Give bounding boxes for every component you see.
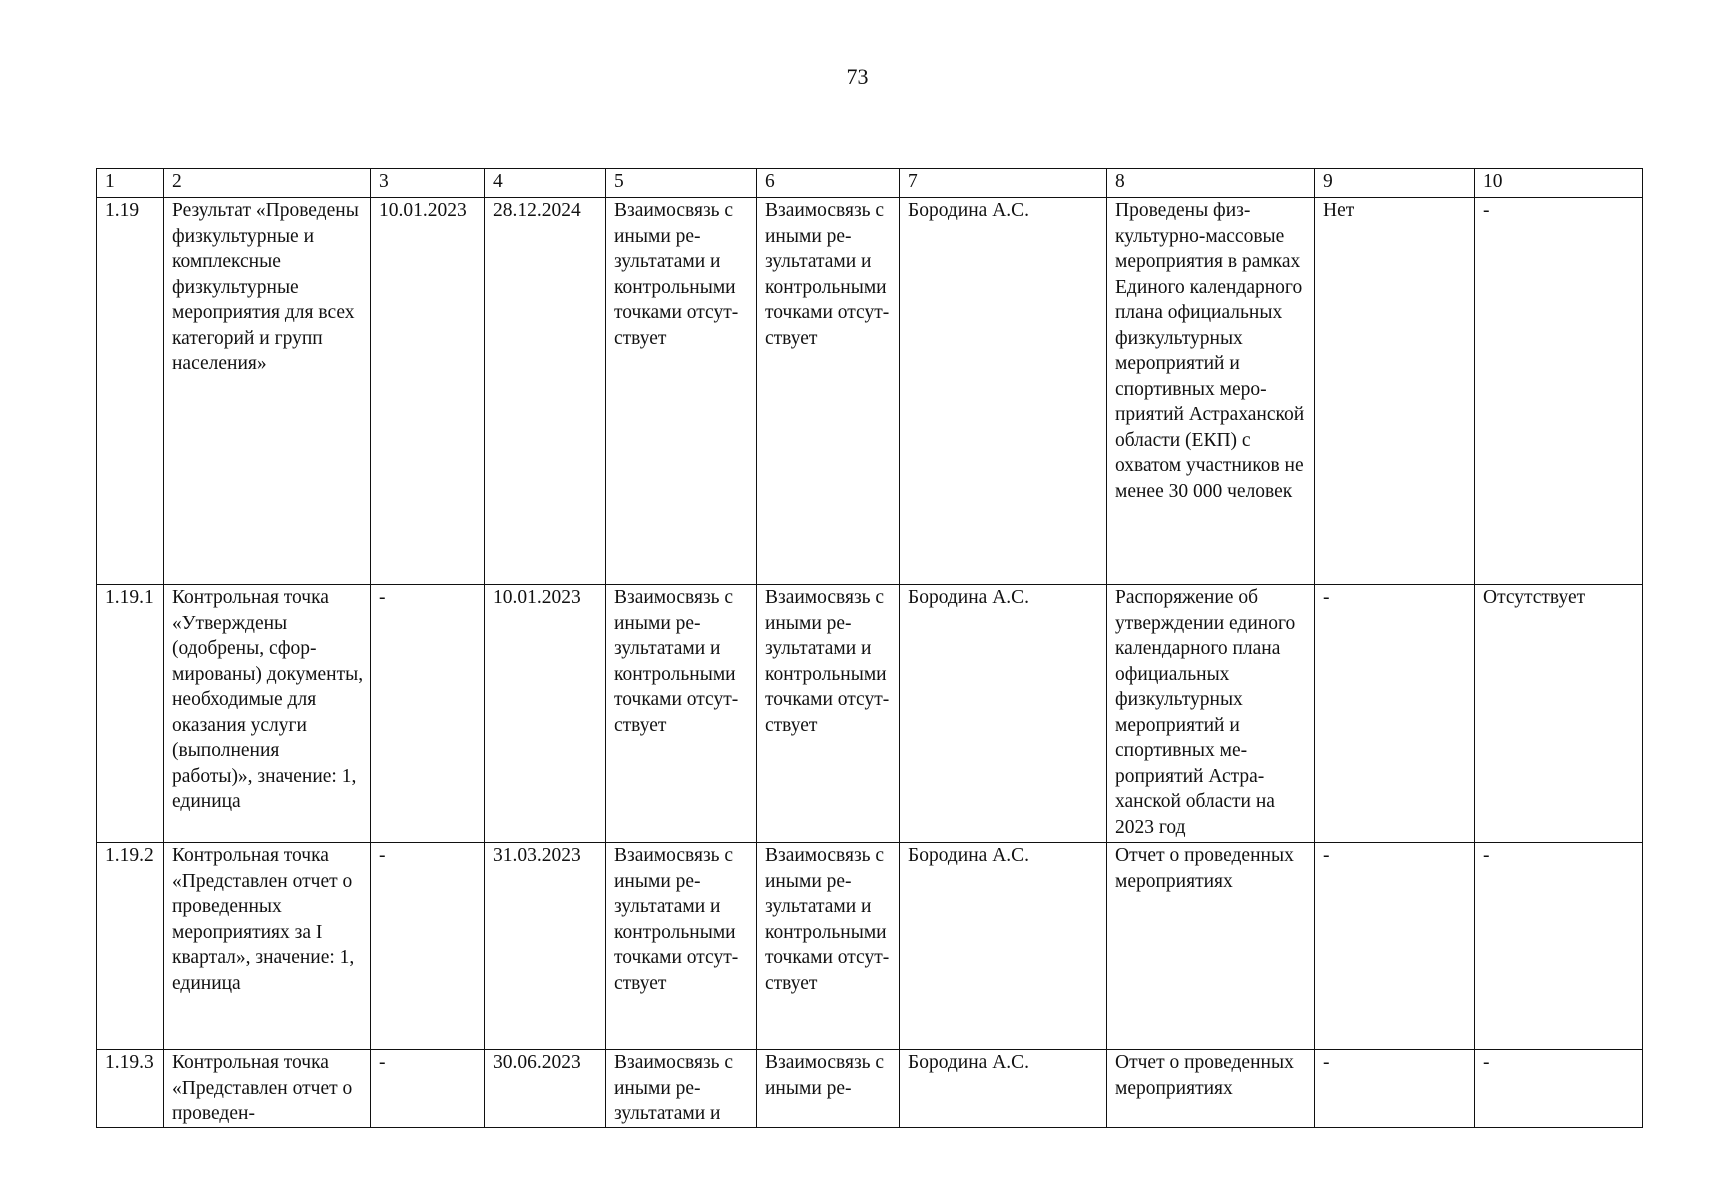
item-name: Контрольная точка «Представлен отчет о проведенных мероприятиях за I квартал», значение: 1, единица xyxy=(164,843,371,1050)
header-col-2: 2 xyxy=(164,169,371,198)
col-9-value: - xyxy=(1315,1050,1475,1128)
header-row xyxy=(97,169,1643,198)
end-date: 10.01.2023 xyxy=(485,585,606,843)
page-number: 73 xyxy=(846,64,869,89)
header-col-5: 5 xyxy=(606,169,757,198)
col-9-value: Нет xyxy=(1315,198,1475,585)
link-points: Взаимосвязь с иными ре- xyxy=(757,1050,900,1128)
header-col-9: 9 xyxy=(1315,169,1475,198)
header-col-7: 7 xyxy=(900,169,1107,198)
header-col-3: 3 xyxy=(371,169,485,198)
row-number: 1.19 xyxy=(97,198,164,585)
table-row xyxy=(97,198,1643,585)
responsible-person: Бородина А.С. xyxy=(900,585,1107,843)
header-col-6: 6 xyxy=(757,169,900,198)
table-body xyxy=(97,198,1643,1128)
end-date: 30.06.2023 xyxy=(485,1050,606,1128)
row-number: 1.19.3 xyxy=(97,1050,164,1128)
start-date: - xyxy=(371,843,485,1050)
responsible-person: Бородина А.С. xyxy=(900,1050,1107,1128)
header-col-4: 4 xyxy=(485,169,606,198)
start-date: 10.01.2023 xyxy=(371,198,485,585)
row-number: 1.19.2 xyxy=(97,843,164,1050)
result-description: Распоряжение об утверждении единого календарного плана официальных физкультурных мероприятий и спортивных мероприятий Астраханской области на 2023 год xyxy=(1107,585,1315,843)
table-row xyxy=(97,1050,1643,1128)
header-col-10: 10 xyxy=(1475,169,1643,198)
table-row xyxy=(97,843,1643,1050)
col-9-value: - xyxy=(1315,843,1475,1050)
header-col-8: 8 xyxy=(1107,169,1315,198)
responsible-person: Бородина А.С. xyxy=(900,843,1107,1050)
link-results: Взаимосвязь с иными результатами и xyxy=(606,1050,757,1128)
link-points: Взаимосвязь с иными результатами и контрольными точками отсутствует xyxy=(757,585,900,843)
col-10-value: Отсутствует xyxy=(1475,585,1643,843)
item-name: Контрольная точка «Утверждены (одобрены, сформированы) документы, необходимые для оказания услуги (выполнения работы)», значение: 1, единица xyxy=(164,585,371,843)
end-date: 31.03.2023 xyxy=(485,843,606,1050)
link-results: Взаимосвязь с иными результатами и контрольными точками отсутствует xyxy=(606,198,757,585)
col-10-value: - xyxy=(1475,198,1643,585)
item-name: Контрольная точка «Представлен отчет о проведен- xyxy=(164,1050,371,1128)
item-name: Результат «Проведены физкультурные и комплексные физкультурные мероприятия для всех категорий и групп населения» xyxy=(164,198,371,585)
col-10-value: - xyxy=(1475,1050,1643,1128)
result-description: Проведены физкультурно-массовые мероприятия в рамках Единого календарного плана официальных физкультурных мероприятий и спортивных мероприятий Астраханской области (ЕКП) с охватом участников не менее 30 000 человек xyxy=(1107,198,1315,585)
start-date: - xyxy=(371,1050,485,1128)
row-number: 1.19.1 xyxy=(97,585,164,843)
start-date: - xyxy=(371,585,485,843)
header-col-1: 1 xyxy=(97,169,164,198)
link-results: Взаимосвязь с иными результатами и контрольными точками отсутствует xyxy=(606,843,757,1050)
col-9-value: - xyxy=(1315,585,1475,843)
table-row xyxy=(97,585,1643,843)
result-description: Отчет о проведенных мероприятиях xyxy=(1107,1050,1315,1128)
responsible-person: Бородина А.С. xyxy=(900,198,1107,585)
plan-table xyxy=(96,168,1643,1128)
link-points: Взаимосвязь с иными результатами и контрольными точками отсутствует xyxy=(757,843,900,1050)
result-description: Отчет о проведенных мероприятиях xyxy=(1107,843,1315,1050)
link-points: Взаимосвязь с иными результатами и контрольными точками отсутствует xyxy=(757,198,900,585)
col-10-value: - xyxy=(1475,843,1643,1050)
link-results: Взаимосвязь с иными результатами и контрольными точками отсутствует xyxy=(606,585,757,843)
table-header xyxy=(97,169,1643,198)
end-date: 28.12.2024 xyxy=(485,198,606,585)
